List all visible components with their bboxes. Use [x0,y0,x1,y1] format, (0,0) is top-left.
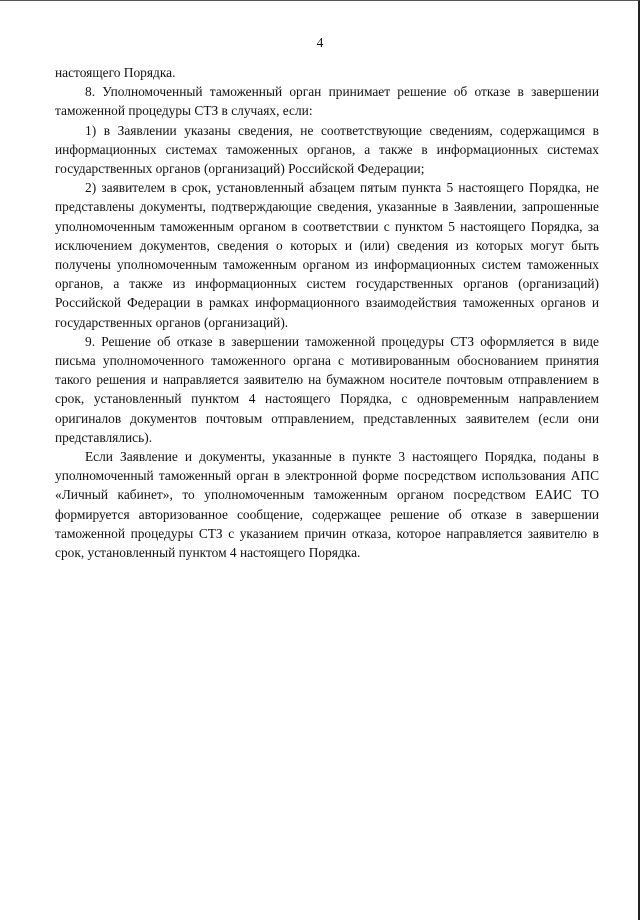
page-number: 4 [316,35,324,50]
paragraph-item-9: 9. Решение об отказе в завершении таможенной процедуры СТЗ оформляется в виде письма уполномоченного таможенного органа с мотивированным обоснованием принятия такого решения и направляется заявителю на бумажном носителе почтовым отправлением в срок, установленный пунктом 4 настоящего Порядка, с одновременным направлением оригиналов документов почтовым отправлением, представленных заявителем (если они представлялись). [55,333,599,445]
paragraph-subitem-1: 1) в Заявлении указаны сведения, не соответствующие сведениям, содержащимся в информационных системах таможенных органов, а также в информационных системах государственных органов (организаций) Российской Федерации; [55,122,599,177]
paragraph-subitem-2: 2) заявителем в срок, установленный абзацем пятым пункта 5 настоящего Порядка, не представлены документы, подтверждающие сведения, указанные в Заявлении, запрошенные уполномоченным таможенным органом в соответствии с пунктом 5 настоящего Порядка, за исключением документов, сведения о которых и (или) сведения из которых могут быть получены уполномоченным таможенным органом из информационных систем таможенных органов, а также из информационных систем государственных органов (организаций) Российской Федерации в рамках информационного взаимодействия таможенных органов и государственных органов (организаций). [55,180,599,330]
paragraph-item-8: 8. Уполномоченный таможенный орган принимает решение об отказе в завершении таможенной процедуры СТЗ в случаях, если: [55,84,599,119]
document-body [55,63,599,562]
paragraph-continuation: настоящего Порядка. [55,65,176,80]
paragraph-electronic-submission: Если Заявление и документы, указанные в пункте 3 настоящего Порядка, поданы в уполномоченный таможенный орган в электронной форме посредством использования АПС «Личный кабинет», то уполномоченным таможенным органом посредством ЕАИС ТО формируется авторизованное сообщение, содержащее решение об отказе в завершении таможенной процедуры СТЗ с указанием причин отказа, которое направляется заявителю в срок, установленный пунктом 4 настоящего Порядка. [55,449,599,561]
